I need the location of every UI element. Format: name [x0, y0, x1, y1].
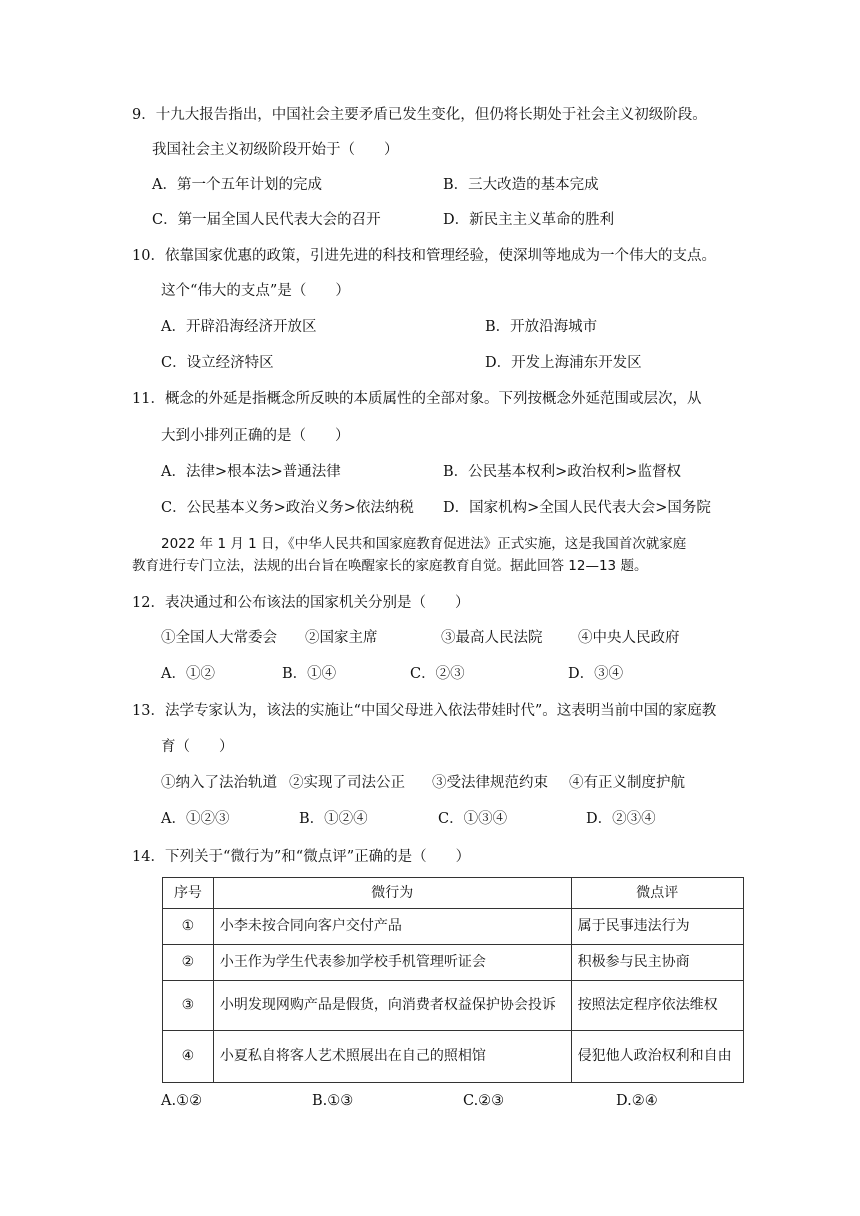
- row-comment: 按照法定程序依法维权: [571, 981, 743, 1031]
- q13-option-a: A．①②③: [161, 811, 230, 827]
- row-action: 小夏私自将客人艺术照展出在自己的照相馆: [213, 1031, 571, 1083]
- table-header-num: 序号: [163, 878, 214, 909]
- q10-option-b: B．开放沿海城市: [485, 319, 598, 335]
- q13-item-3: ③受法律规范约束: [432, 775, 548, 791]
- q12-item-4: ④中央人民政府: [578, 630, 680, 646]
- q9-option-a: A．第一个五年计划的完成: [152, 177, 322, 193]
- q10-stem-line2: 这个“伟大的支点”是（ ）: [161, 283, 350, 299]
- q13-option-b: B．①②④: [299, 811, 368, 827]
- q12-option-b: B．①④: [282, 666, 337, 682]
- row-comment: 属于民事违法行为: [571, 909, 743, 945]
- row-action: 小李未按合同向客户交付产品: [213, 909, 571, 945]
- table-row: [163, 945, 744, 981]
- row-action: 小明发现网购产品是假货，向消费者权益保护协会投诉: [213, 981, 571, 1031]
- q12-item-3: ③最高人民法院: [441, 630, 543, 646]
- table-header-action: 微行为: [213, 878, 571, 909]
- q13-item-2: ②实现了司法公正: [289, 775, 405, 791]
- q13-stem-line1: 13．法学专家认为，该法的实施让“中国父母进入依法带娃时代”。这表明当前中国的家庭教: [132, 703, 717, 719]
- table-header-row: [163, 878, 744, 909]
- q10-option-c: C．设立经济特区: [161, 355, 274, 371]
- row-comment: 侵犯他人政治权利和自由: [571, 1031, 743, 1083]
- q10-stem-line1: 10．依靠国家优惠的政策，引进先进的科技和管理经验，使深圳等地成为一个伟大的支点。: [132, 248, 716, 264]
- q13-item-4: ④有正义制度护航: [569, 775, 685, 791]
- q13-item-1: ①纳入了法治轨道: [161, 775, 277, 791]
- q14-option-d: D.②④: [616, 1093, 658, 1109]
- q11-option-a: A．法律>根本法>普通法律: [161, 464, 341, 480]
- q12-item-1: ①全国人大常委会: [161, 630, 277, 646]
- q9-option-c: C．第一届全国人民代表大会的召开: [152, 212, 381, 228]
- q14-option-a: A.①②: [161, 1093, 203, 1109]
- q11-option-b: B．公民基本权利>政治权利>监督权: [443, 464, 681, 480]
- row-num: ①: [163, 909, 214, 945]
- q12-option-d: D．③④: [568, 666, 624, 682]
- row-num: ②: [163, 945, 214, 981]
- q13-option-d: D．②③④: [586, 811, 656, 827]
- q11-option-d: D．国家机构>全国人民代表大会>国务院: [443, 500, 711, 516]
- q9-option-b: B．三大改造的基本完成: [443, 177, 599, 193]
- table-row: [163, 981, 744, 1031]
- q9-stem-line2: 我国社会主义初级阶段开始于（ ）: [152, 142, 399, 158]
- q9-option-d: D．新民主主义革命的胜利: [443, 212, 615, 228]
- row-action: 小王作为学生代表参加学校手机管理听证会: [213, 945, 571, 981]
- q12-option-a: A．①②: [161, 666, 215, 682]
- q11-option-c: C．公民基本义务>政治义务>依法纳税: [161, 500, 414, 516]
- table-row: [163, 909, 744, 945]
- q14-option-c: C.②③: [463, 1093, 505, 1109]
- q12-stem: 12．表决通过和公布该法的国家机关分别是（ ）: [132, 595, 470, 611]
- q12-option-c: C．②③: [410, 666, 465, 682]
- q13-stem-line2: 育（ ）: [161, 739, 234, 755]
- q11-stem-line1: 11．概念的外延是指概念所反映的本质属性的全部对象。下列按概念外延范围或层次，从: [132, 391, 702, 407]
- q9-stem-line1: 9．十九大报告指出，中国社会主要矛盾已发生变化，但仍将长期处于社会主义初级阶段。: [132, 107, 707, 123]
- table-header-comment: 微点评: [571, 878, 743, 909]
- row-comment: 积极参与民主协商: [571, 945, 743, 981]
- q13-option-c: C．①③④: [438, 811, 508, 827]
- table-row: [163, 1031, 744, 1083]
- q10-option-d: D．开发上海浦东开发区: [485, 355, 642, 371]
- q11-stem-line2: 大到小排列正确的是（ ）: [161, 428, 350, 444]
- passage-line1: 2022 年 1 月 1 日，《中华人民共和国家庭教育促进法》正式实施，这是我国首次就家庭: [161, 536, 687, 552]
- row-num: ③: [163, 981, 214, 1031]
- q14-table: [162, 877, 744, 1083]
- row-num: ④: [163, 1031, 214, 1083]
- passage-line2: 教育进行专门立法，法规的出台旨在唤醒家长的家庭教育自觉。据此回答 12—13 题。: [132, 558, 648, 574]
- q12-item-2: ②国家主席: [305, 630, 378, 646]
- q14-option-b: B.①③: [312, 1093, 354, 1109]
- q14-stem: 14．下列关于“微行为”和“微点评”正确的是（ ）: [132, 849, 471, 865]
- q10-option-a: A．开辟沿海经济开放区: [161, 319, 317, 335]
